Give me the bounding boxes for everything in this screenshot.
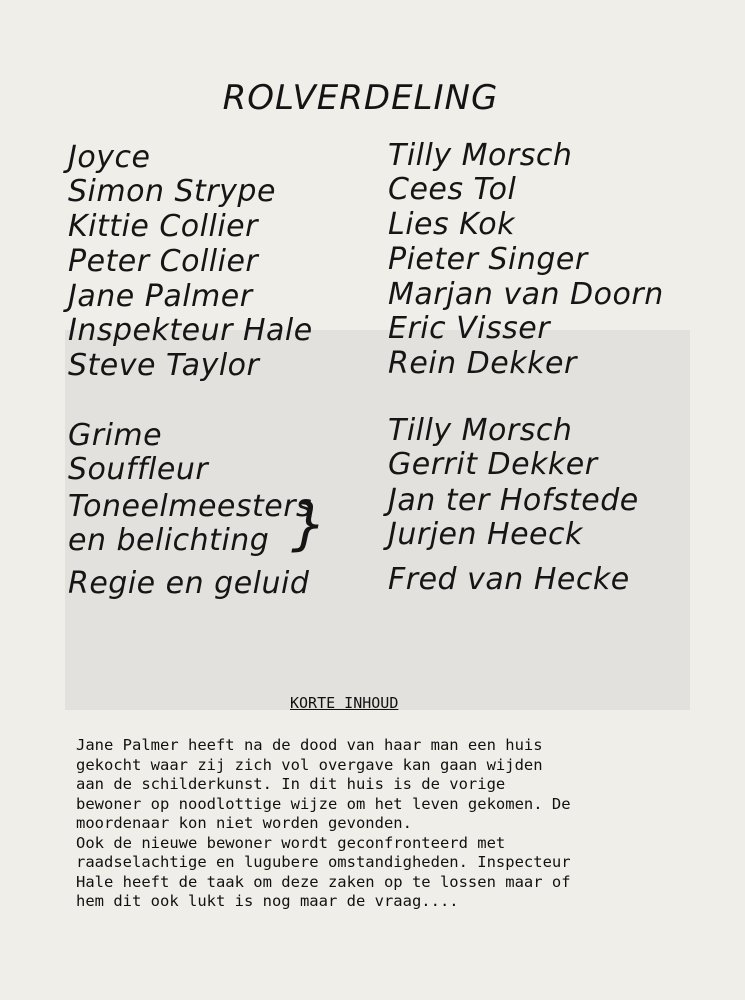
crew-role: Souffleur xyxy=(68,452,209,487)
cast-role: Peter Collier xyxy=(68,244,259,279)
cast-role: Jane Palmer xyxy=(68,279,253,314)
crew-role: Regie en geluid xyxy=(68,566,310,601)
summary-line: raadselachtige en lugubere omstandigheden. Inspecteur xyxy=(76,853,571,871)
summary-line: aan de schilderkunst. In dit huis is de vorige xyxy=(76,775,506,793)
summary-line: Hale heeft de taak om deze zaken op te lossen maar of xyxy=(76,872,571,891)
crew-member: Jurjen Heeck xyxy=(388,517,583,552)
summary-line: Jane Palmer heeft na de dood van haar man een huis xyxy=(76,736,543,754)
cast-actor: Eric Visser xyxy=(388,311,551,346)
cast-actor: Rein Dekker xyxy=(388,346,577,381)
cast-role: Steve Taylor xyxy=(68,348,260,383)
cast-actor: Tilly Morsch xyxy=(388,138,573,173)
crew-member: Jan ter Hofstede xyxy=(388,483,639,518)
summary-line: bewoner op noodlottige wijze om het leven gekomen. De xyxy=(76,794,571,813)
summary-line: gekocht waar zij zich vol overgave kan gaan wijden xyxy=(76,755,543,774)
crew-role: Toneelmeesters xyxy=(68,489,313,524)
cast-role: Simon Strype xyxy=(68,174,276,209)
brace-symbol: } xyxy=(291,492,327,557)
cast-actor: Lies Kok xyxy=(388,207,516,242)
crew-member: Fred van Hecke xyxy=(388,562,630,597)
summary-line: hem dit ook lukt is nog maar de vraag.... xyxy=(76,892,459,910)
cast-heading: ROLVERDELING xyxy=(222,78,499,118)
cast-role: Kittie Collier xyxy=(68,209,258,244)
cast-role: Joyce xyxy=(68,140,151,175)
summary-text xyxy=(76,736,716,912)
crew-member: Gerrit Dekker xyxy=(388,447,598,482)
summary-title: KORTE INHOUD xyxy=(290,694,399,712)
summary-line: Ook de nieuwe bewoner wordt geconfronteerd met xyxy=(76,833,506,852)
cast-role: Inspekteur Hale xyxy=(68,313,313,348)
summary-line: moordenaar kon niet worden gevonden. xyxy=(76,814,412,832)
cast-actor: Pieter Singer xyxy=(388,242,588,277)
cast-actor: Marjan van Doorn xyxy=(388,277,664,312)
crew-role: en belichting xyxy=(68,523,270,558)
crew-role: Grime xyxy=(68,418,163,453)
crew-member: Tilly Morsch xyxy=(388,413,573,448)
cast-actor: Cees Tol xyxy=(388,172,517,207)
